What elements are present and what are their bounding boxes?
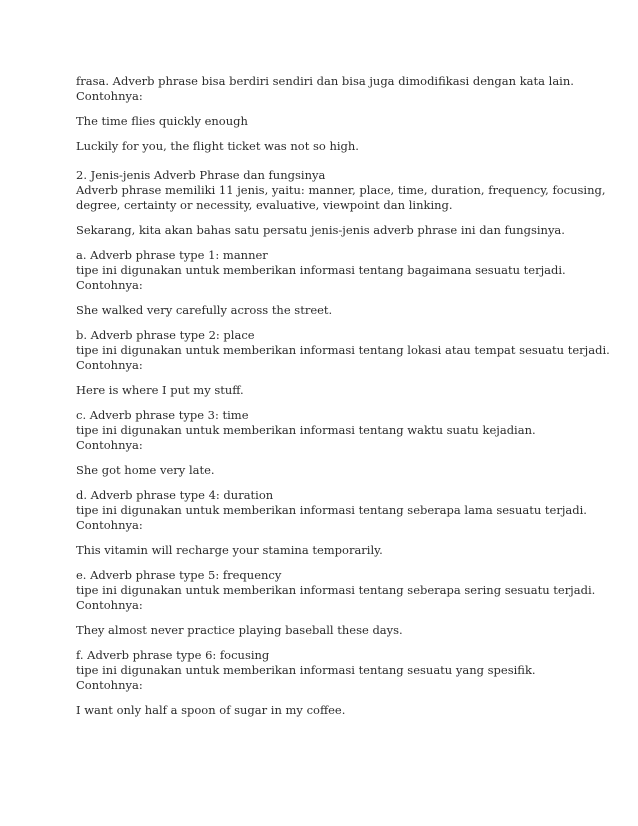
type-description: tipe ini digunakan untuk memberikan informasi tentang seberapa sering sesuatu terjadi. — [76, 583, 596, 597]
type-description: tipe ini digunakan untuk memberikan informasi tentang sesuatu yang spesifik. — [76, 663, 536, 677]
example-sentence: They almost never practice playing baseball these days. — [76, 623, 403, 637]
example-sentence: Luckily for you, the flight ticket was not so high. — [76, 139, 359, 153]
example-label: Contohnya: — [76, 518, 143, 532]
adverb-type-block — [76, 568, 596, 613]
section-description: degree, certainty or necessity, evaluative, viewpoint dan linking. — [76, 198, 453, 212]
type-title: a. Adverb phrase type 1: manner — [76, 248, 268, 262]
example-label: Contohnya: — [76, 358, 143, 372]
section-description: Adverb phrase memiliki 11 jenis, yaitu: manner, place, time, duration, frequency, focusing, — [76, 183, 606, 197]
example-sentence: She walked very carefully across the street. — [76, 303, 333, 317]
type-description: tipe ini digunakan untuk memberikan informasi tentang bagaimana sesuatu terjadi. — [76, 263, 566, 277]
adverb-type-block — [76, 648, 576, 693]
adverb-type-block — [76, 408, 576, 453]
intro-line: frasa. Adverb phrase bisa berdiri sendiri dan bisa juga dimodifikasi dengan kata lain. — [76, 74, 574, 88]
type-description: tipe ini digunakan untuk memberikan informasi tentang waktu suatu kejadian. — [76, 423, 536, 437]
section-heading: 2. Jenis-jenis Adverb Phrase dan fungsinya — [76, 168, 326, 182]
example-sentence: She got home very late. — [76, 463, 215, 477]
type-description: tipe ini digunakan untuk memberikan informasi tentang seberapa lama sesuatu terjadi. — [76, 503, 587, 517]
document-page — [76, 74, 610, 728]
example-sentence: This vitamin will recharge your stamina temporarily. — [76, 543, 383, 557]
example-label: Contohnya: — [76, 678, 143, 692]
type-title: c. Adverb phrase type 3: time — [76, 408, 249, 422]
example-label: Contohnya: — [76, 278, 143, 292]
type-description: tipe ini digunakan untuk memberikan informasi tentang lokasi atau tempat sesuatu terjadi. — [76, 343, 610, 357]
example-sentence: The time flies quickly enough — [76, 114, 248, 128]
type-title: e. Adverb phrase type 5: frequency — [76, 568, 282, 582]
adverb-type-block — [76, 248, 576, 293]
type-title: d. Adverb phrase type 4: duration — [76, 488, 274, 502]
transition-paragraph: Sekarang, kita akan bahas satu persatu jenis-jenis adverb phrase ini dan fungsinya. — [76, 223, 565, 237]
example-label: Contohnya: — [76, 438, 143, 452]
example-sentence: Here is where I put my stuff. — [76, 383, 244, 397]
example-label: Contohnya: — [76, 598, 143, 612]
example-label: Contohnya: — [76, 89, 143, 103]
type-title: b. Adverb phrase type 2: place — [76, 328, 255, 342]
adverb-type-block — [76, 328, 610, 373]
type-title: f. Adverb phrase type 6: focusing — [76, 648, 270, 662]
adverb-type-block — [76, 488, 587, 533]
example-sentence: I want only half a spoon of sugar in my coffee. — [76, 703, 346, 717]
section-2-block — [76, 168, 606, 213]
intro-paragraph — [76, 74, 576, 104]
